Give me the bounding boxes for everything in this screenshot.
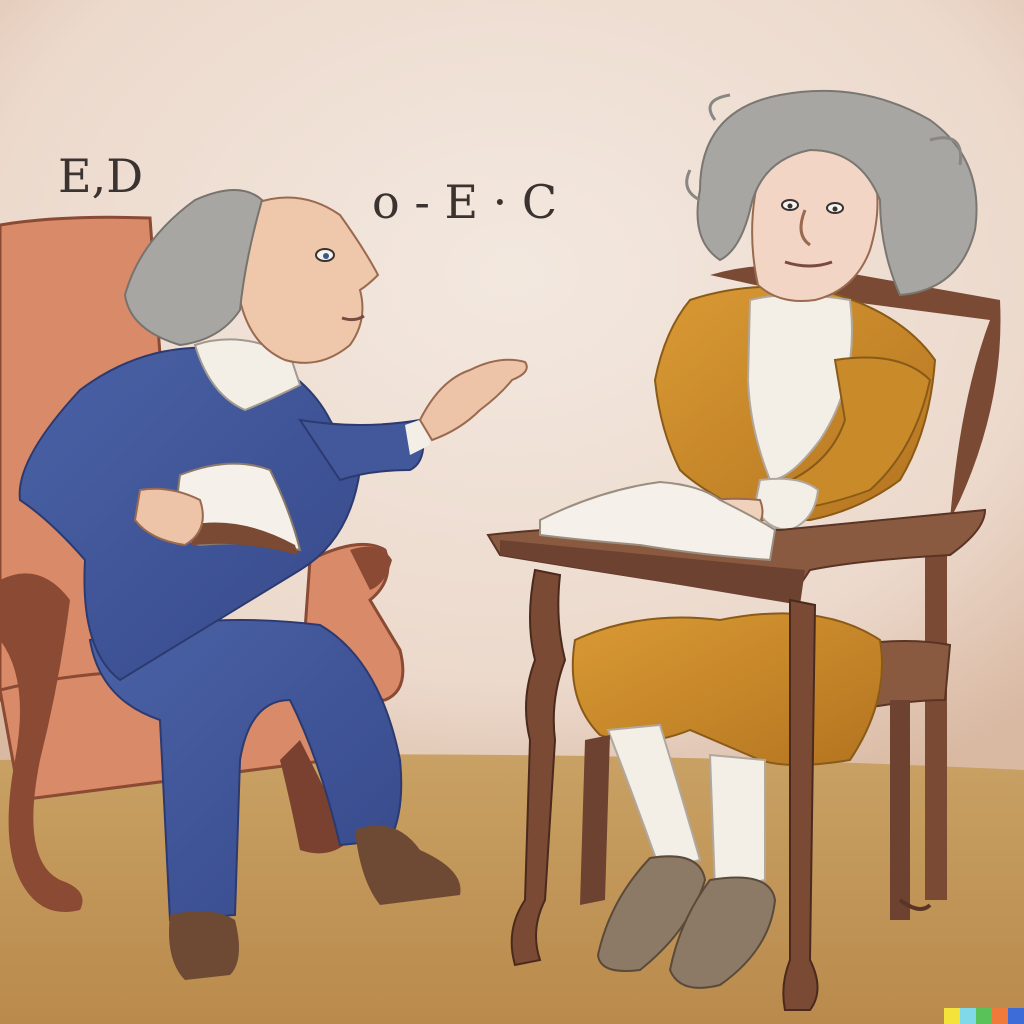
signature-swatch <box>960 1008 976 1024</box>
signature-swatch <box>944 1008 960 1024</box>
floor <box>0 754 1024 1024</box>
signature-swatch <box>1008 1008 1024 1024</box>
formula-right: o - E · C <box>372 175 558 229</box>
formula-left: E,D <box>58 149 144 203</box>
signature-swatch <box>992 1008 1008 1024</box>
signature-swatch <box>976 1008 992 1024</box>
signature-strip <box>944 1008 1024 1024</box>
